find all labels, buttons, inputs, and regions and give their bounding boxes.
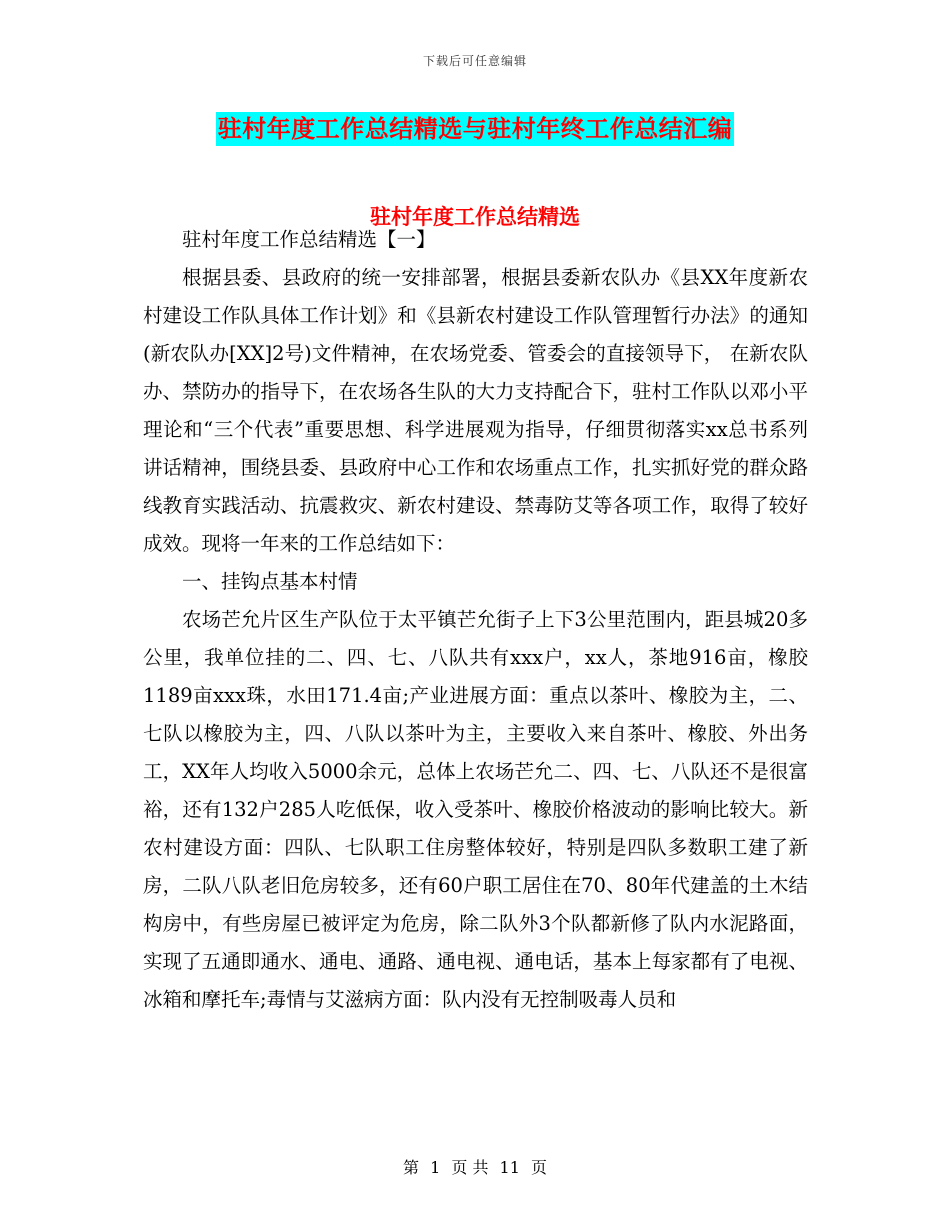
paragraph-village-info: 农场芒允片区生产队位于太平镇芒允街子上下3公里范围内，距县城20多公里，我单位挂的二、四、七、八队共有xxx户，xx人，茶地916亩，橡胶1189亩xxx珠，水田171.4亩;产业进展方面：重点以茶叶、橡胶为主，二、七队以橡胶为主，四、八队以茶叶为主，主要收入来自茶叶、橡胶、外出务工，XX年人均收入5000余元，总体上农场芒允二、四、七、八队还不是很富裕，还有132户285人吃低保，收入受茶叶、橡胶价格波动的影响比较大。新农村建设方面：四队、七队职工住房整体较好，特别是四队多数职工建了新房，二队八队老旧危房较多，还有60户职工居住在70、80年代建盖的土木结构房中，有些房屋已被评定为危房，除二队外3个队都新修了队内水泥路面，实现了五通即通水、通电、通路、通电视、通电话，基本上每家都有了电视、冰箱和摩托车;毒情与艾滋病方面：队内没有无控制吸毒人员和 [143, 608, 808, 1011]
footer-page-number: 1 [430, 1158, 441, 1177]
footer-page-suffix: 页 [531, 1158, 548, 1177]
sub-title: 驻村年度工作总结精选 [370, 204, 580, 229]
footer-page-prefix: 第 [402, 1158, 419, 1177]
paragraph-intro: 根据县委、县政府的统一安排部署，根据县委新农队办《县XX年度新农村建设工作队具体工作计划》和《县新农村建设工作队管理暂行办法》的通知(新农队办[XX]2号)文件精神，在农场党委、管委会的直接领导下， 在新农队办、禁防办的指导下，在农场各生队的大力支持配合下，驻村工作队以邓小平理论和“三个代表”重要思想、科学进展观为指导，仔细贯彻落实xx总书系列讲话精神，围绕县委、县政府中心工作和农场重点工作，扎实抓好党的群众路线教育实践活动、抗震救灾、新农村建设、禁毒防艾等各项工作，取得了较好成效。现将一年来的工作总结如下： [143, 266, 808, 555]
footer-page-mid: 页 共 [451, 1158, 489, 1177]
page-header-note: 下载后可任意编辑 [422, 54, 527, 68]
page-footer [0, 1155, 950, 1178]
main-title-container [0, 112, 950, 146]
document-body [143, 221, 808, 1019]
main-title: 驻村年度工作总结精选与驻村年终工作总结汇编 [216, 112, 735, 146]
footer-total-pages: 11 [499, 1158, 520, 1177]
section-heading: 一、挂钩点基本村情 [182, 570, 358, 593]
section-label: 驻村年度工作总结精选【一】 [182, 228, 436, 251]
